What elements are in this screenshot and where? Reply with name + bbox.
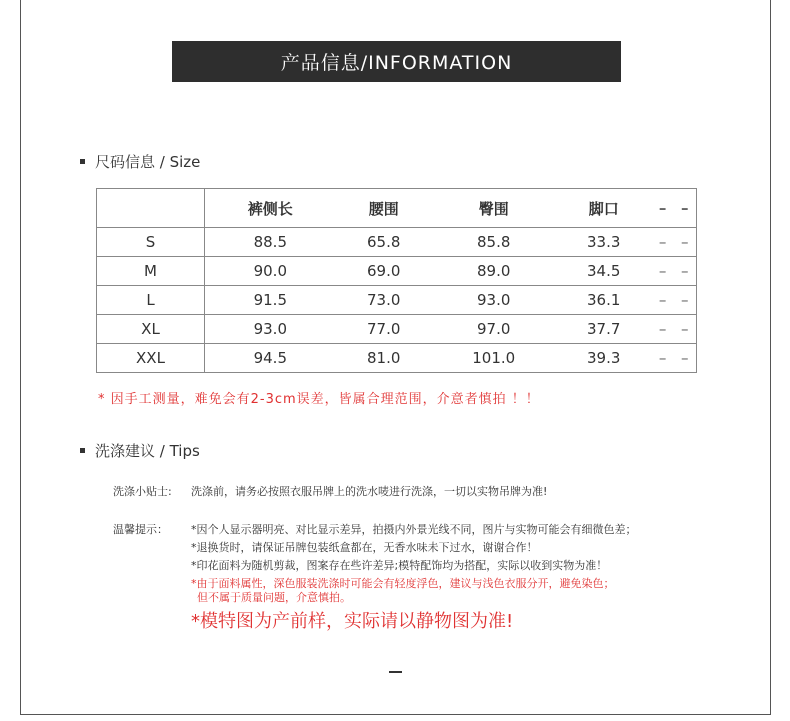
- model-sample-note: *模特图为产前样，实际请以静物图为准!: [191, 611, 514, 632]
- table-cell: 91.5: [205, 286, 336, 315]
- size-label-cell: S: [97, 228, 205, 257]
- table-cell: 81.0: [336, 344, 432, 373]
- table-cell: –: [673, 344, 696, 373]
- column-header: 腰围: [336, 189, 432, 228]
- end-divider: [389, 671, 402, 673]
- column-header: 脚口: [556, 189, 652, 228]
- table-cell: –: [652, 286, 674, 315]
- table-cell: 101.0: [432, 344, 556, 373]
- table-cell: 36.1: [556, 286, 652, 315]
- table-cell: 77.0: [336, 315, 432, 344]
- tips-section-heading: [80, 440, 200, 461]
- table-cell: –: [652, 257, 674, 286]
- table-row: [97, 344, 697, 373]
- column-header: 裤侧长: [205, 189, 336, 228]
- size-section-heading: [80, 151, 200, 172]
- table-header-row: [97, 189, 697, 228]
- reminder-block: [113, 521, 637, 631]
- table-cell: 93.0: [432, 286, 556, 315]
- table-cell: 34.5: [556, 257, 652, 286]
- red-reminder-line: 但不属于质量问题，介意慎拍。: [197, 591, 351, 604]
- tips-heading-text: 洗涤建议 / Tips: [95, 442, 200, 460]
- wash-label: 洗涤小贴士:: [113, 485, 172, 498]
- table-row: [97, 315, 697, 344]
- reminder-line: *因个人显示器明亮、对比显示差异，拍摄内外景光线不同，图片与实物可能会有细微色差；: [191, 523, 637, 536]
- table-cell: 85.8: [432, 228, 556, 257]
- reminder-line: *退换货时，请保证吊牌包装纸盒都在，无香水味未下过水，谢谢合作！: [191, 541, 538, 554]
- table-cell: 90.0: [205, 257, 336, 286]
- table-cell: –: [673, 315, 696, 344]
- size-label-cell: XXL: [97, 344, 205, 373]
- table-cell: 73.0: [336, 286, 432, 315]
- table-cell: 89.0: [432, 257, 556, 286]
- table-cell: 65.8: [336, 228, 432, 257]
- table-cell: 39.3: [556, 344, 652, 373]
- table-cell: –: [652, 315, 674, 344]
- square-bullet-icon: [80, 448, 85, 453]
- table-cell: –: [673, 286, 696, 315]
- table-row: [97, 257, 697, 286]
- size-label-cell: XL: [97, 315, 205, 344]
- table-row: [97, 228, 697, 257]
- wash-tip: [113, 483, 547, 499]
- banner-title: 产品信息/INFORMATION: [280, 52, 513, 74]
- size-label-cell: L: [97, 286, 205, 315]
- size-label-cell: M: [97, 257, 205, 286]
- table-cell: 69.0: [336, 257, 432, 286]
- table-cell: 97.0: [432, 315, 556, 344]
- info-banner: [172, 41, 621, 82]
- table-cell: 33.3: [556, 228, 652, 257]
- reminder-label: 温馨提示：: [113, 523, 168, 536]
- table-cell: 37.7: [556, 315, 652, 344]
- column-header: 臀围: [432, 189, 556, 228]
- column-header: –: [652, 189, 674, 228]
- table-cell: 93.0: [205, 315, 336, 344]
- table-cell: 88.5: [205, 228, 336, 257]
- table-cell: –: [652, 344, 674, 373]
- wash-text: 洗涤前，请务必按照衣服吊牌上的洗水唛进行洗涤，一切以实物吊牌为准!: [191, 485, 548, 498]
- red-reminder-line: *由于面料属性，深色服装洗涤时可能会有轻度浮色，建议与浅色衣服分开，避免染色；: [191, 577, 615, 590]
- table-row: [97, 286, 697, 315]
- reminder-line: *印花面料为随机剪裁，图案存在些许差异;模特配饰均为搭配，实际以收到实物为准！: [191, 559, 608, 572]
- size-table: [96, 188, 697, 373]
- table-cell: –: [673, 228, 696, 257]
- measurement-notice: * 因手工测量，难免会有2-3cm误差，皆属合理范围，介意者慎拍 ！！: [98, 392, 540, 407]
- table-cell: –: [652, 228, 674, 257]
- table-cell: –: [673, 257, 696, 286]
- column-header: –: [673, 189, 696, 228]
- square-bullet-icon: [80, 159, 85, 164]
- size-heading-text: 尺码信息 / Size: [95, 153, 201, 171]
- column-header: [97, 189, 205, 228]
- table-cell: 94.5: [205, 344, 336, 373]
